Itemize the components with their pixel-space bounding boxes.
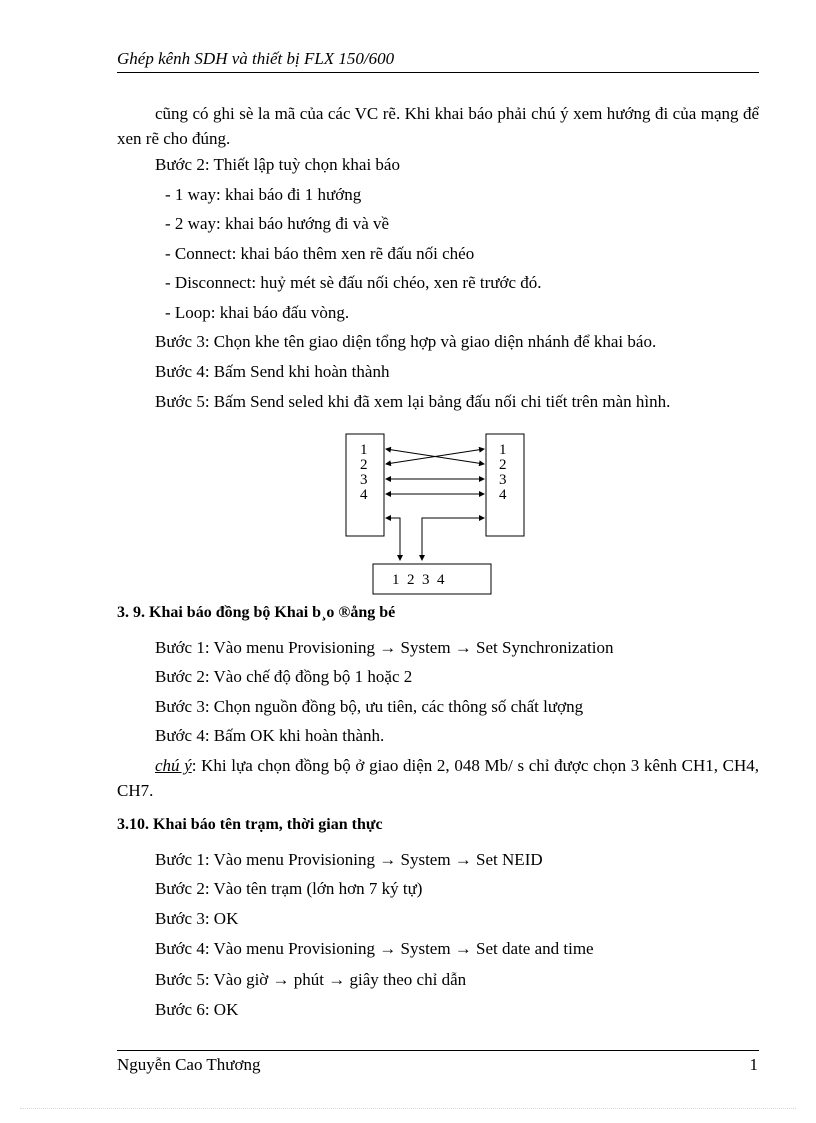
page-bottom-dotted-line — [20, 1108, 796, 1109]
cross-connect-diagram — [340, 430, 540, 600]
intro-line-1: cũng có ghi sè la mã của các VC rẽ. Khi khai báo phải chú ý xem hướng đi — [155, 104, 669, 123]
intro-paragraph — [117, 101, 759, 151]
arrow-left-to-bottom — [386, 518, 400, 560]
cross-connect-svg — [340, 430, 540, 600]
note-text: : Khi lựa chọn đồng bộ ở giao diện 2, 048 Mb/ s chỉ được chọn 3 kênh CH1, CH4, CH7. — [117, 756, 759, 800]
right-port-3: 3 — [499, 472, 507, 488]
step-2-label: Bước 2: Thiết lập tuỳ chọn khai báo — [155, 155, 400, 174]
sync-step-3: Bước 3: Chọn nguồn đồng bộ, ưu tiên, các thông số chất lượng — [155, 697, 584, 716]
footer-author: Nguyễn Cao Thương — [117, 1055, 261, 1074]
neid-step-2: Bước 2: Vào tên trạm (lớn hơn 7 ký tự) — [155, 879, 423, 898]
option-loop: - Loop: khai báo đấu vòng. — [165, 303, 350, 322]
left-port-4: 4 — [360, 487, 368, 503]
sync-step-4: Bước 4: Bấm OK khi hoàn thành. — [155, 726, 385, 745]
right-port-4: 4 — [499, 487, 507, 503]
option-disconnect: - Disconnect: huỷ mét sè đấu nối chéo, xen rẽ trước đó. — [165, 273, 542, 292]
sync-step-1: Bước 1: Vào menu Provisioning → System → Set Synchronization — [155, 638, 614, 657]
neid-step-4: Bước 4: Vào menu Provisioning → System → Set date and time — [155, 939, 594, 958]
section-3-10-heading: 3.10. Khai báo tên trạm, thời gian thực — [117, 816, 383, 833]
right-port-1: 1 — [499, 442, 507, 458]
step-5-label: Bước 5: Bấm Send seled khi đã xem lại bảng đấu nối chi tiết trên màn hình. — [155, 392, 671, 411]
section-3-9-heading: 3. 9. Khai báo đồng bộ Khai b¸o ®ång bé — [117, 604, 396, 621]
option-1-way: - 1 way: khai báo đi 1 hướng — [165, 185, 362, 204]
neid-step-6: Bước 6: OK — [155, 1000, 239, 1019]
header-rule — [117, 72, 759, 73]
sync-note — [117, 753, 759, 803]
header-title: Ghép kênh SDH và thiết bị FLX 150/600 — [117, 49, 395, 68]
neid-step-1: Bước 1: Vào menu Provisioning → System → Set NEID — [155, 850, 543, 869]
footer-page-number: 1 — [749, 1055, 758, 1074]
left-port-3: 3 — [360, 472, 368, 488]
footer-rule — [117, 1050, 759, 1051]
arrow-right-to-bottom — [422, 518, 484, 560]
step-3-label: Bước 3: Chọn khe tên giao diện tổng hợp và giao diện nhánh để khai báo. — [155, 332, 657, 351]
option-connect: - Connect: khai báo thêm xen rẽ đấu nối chéo — [165, 244, 475, 263]
right-port-2: 2 — [499, 457, 507, 473]
note-label: chú ý — [155, 756, 192, 775]
sync-step-2: Bước 2: Vào chế độ đồng bộ 1 hoặc 2 — [155, 667, 413, 686]
left-port-1: 1 — [360, 442, 368, 458]
intro-line-2: của mạng để xen rẽ cho đúng. — [117, 104, 760, 148]
step-4-label: Bước 4: Bấm Send khi hoàn thành — [155, 362, 390, 381]
bottom-ports: 1 2 3 4 — [392, 572, 445, 588]
left-port-2: 2 — [360, 457, 368, 473]
option-2-way: - 2 way: khai báo hướng đi và về — [165, 214, 390, 233]
neid-step-3: Bước 3: OK — [155, 909, 239, 928]
neid-step-5: Bước 5: Vào giờ → phút → giây theo chỉ dẫn — [155, 970, 467, 989]
